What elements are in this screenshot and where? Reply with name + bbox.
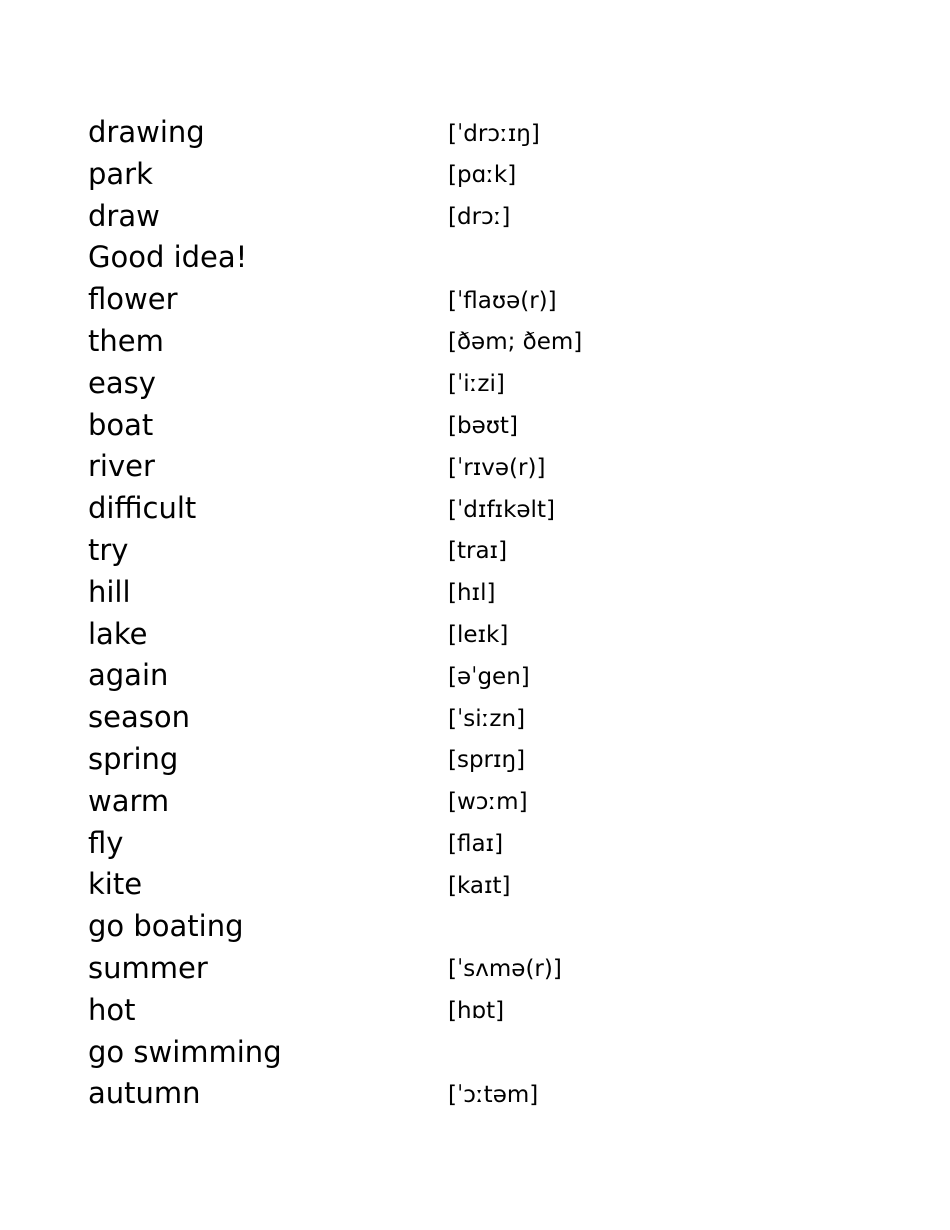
vocab-phonetic: [ˈsʌmə(r)] [448,956,562,983]
vocab-row [88,363,848,405]
vocab-word: hot [88,992,136,1027]
vocab-phonetic: [kaɪt] [448,872,511,899]
vocab-row [88,864,848,906]
vocab-word: lake [88,616,148,651]
vocab-row [88,990,848,1032]
vocab-word: summer [88,950,208,985]
vocab-phonetic: [ˈɔːtəm] [448,1081,539,1108]
vocab-phonetic: [ˈsiːzn] [448,705,526,732]
vocab-word: autumn [88,1076,201,1111]
vocab-row [88,530,848,572]
vocab-word: warm [88,783,170,818]
vocab-word: fly [88,825,124,860]
vocab-word: flower [88,282,178,317]
vocab-row [88,405,848,447]
vocab-phonetic: [leɪk] [448,622,509,649]
vocab-row [88,237,848,279]
vocab-phonetic: [wɔːm] [448,789,528,816]
vocab-phonetic: [ˈdrɔːɪŋ] [448,120,540,147]
vocab-row [88,321,848,363]
vocab-word: go boating [88,909,244,944]
vocab-phonetic: [drɔː] [448,204,511,231]
vocab-word: spring [88,741,179,776]
vocab-phonetic: [ˈflaʊə(r)] [448,287,557,314]
vocab-phonetic: [əˈgen] [448,663,530,690]
vocab-row [88,196,848,238]
vocab-phonetic: [hɪl] [448,580,496,607]
vocab-row [88,614,848,656]
vocab-row [88,279,848,321]
vocab-phonetic: [hɒt] [448,998,505,1025]
vocab-phonetic: [ˈrɪvə(r)] [448,454,546,481]
vocab-row [88,739,848,781]
vocab-row [88,572,848,614]
vocab-row [88,1073,848,1115]
vocab-phonetic: [traɪ] [448,538,508,565]
vocab-word: drawing [88,115,205,149]
vocab-phonetic: [pɑːk] [448,162,517,189]
vocab-row [88,906,848,948]
vocab-word: river [88,449,155,484]
vocab-row [88,112,848,154]
vocab-word: hill [88,574,131,609]
vocab-phonetic: [bəʊt] [448,413,518,440]
vocab-word: try [88,532,129,567]
vocab-row [88,488,848,530]
vocab-row [88,655,848,697]
vocab-word: again [88,658,169,693]
vocab-row [88,697,848,739]
vocab-word: season [88,700,190,735]
vocab-row [88,948,848,990]
vocab-phonetic: [flaɪ] [448,831,504,858]
vocabulary-list [88,112,848,1115]
vocab-word: boat [88,407,154,442]
vocab-row [88,823,848,865]
vocab-phonetic: [ˈiːzi] [448,371,505,398]
vocab-row [88,781,848,823]
vocab-row [88,446,848,488]
vocab-word: park [88,156,153,191]
vocab-word: kite [88,867,143,902]
vocab-word: them [88,323,164,358]
vocab-phonetic: [sprɪŋ] [448,747,526,774]
vocab-word: easy [88,365,156,400]
vocab-phonetic: [ðəm; ðem] [448,329,583,356]
vocab-phonetic: [ˈdɪfɪkəlt] [448,496,555,523]
vocab-row [88,154,848,196]
vocab-word: go swimming [88,1034,282,1069]
vocab-word: difficult [88,491,197,526]
vocab-word: Good idea! [88,240,248,275]
vocab-word: draw [88,198,160,233]
vocab-row [88,1032,848,1074]
